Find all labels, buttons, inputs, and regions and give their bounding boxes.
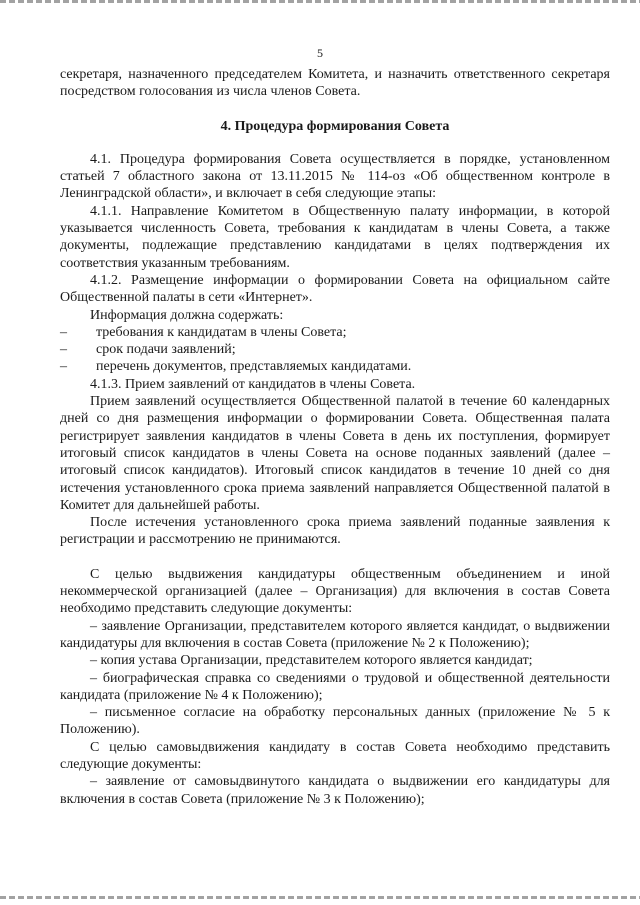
page-number: 5 bbox=[317, 46, 323, 60]
paragraph: – заявление от самовыдвинутого кандидата о выдвижении его кандидатуры для включения в состав Совета (приложение № 3 к Положению); bbox=[60, 774, 610, 807]
paragraph: 4.1.3. Прием заявлений от кандидатов в члены Совета. bbox=[90, 376, 416, 392]
paragraph: Прием заявлений осуществляется Общественной палатой в течение 60 календарных дней со дня размещения информации о формировании Совета. Общественная палата регистрирует заявления кандидатов в члены Совета в день их поступления, формирует итоговый список кандидатов в члены Совета на основе поданных заявлений (далее – итоговый список кандидатов). Итоговый список кандидатов в течение 10 дней со дня истечения установленного срока приема заявлений направляется Общественной палатой в Комитет для дальнейшей работы. bbox=[60, 394, 610, 513]
list-item bbox=[60, 358, 610, 375]
paragraph: – копия устава Организации, представителем которого является кандидат; bbox=[90, 653, 533, 669]
list-item bbox=[60, 324, 610, 341]
paragraph: С целью выдвижения кандидатуры общественным объединением и иной некоммерческой организацией (далее – Организация) для включения в состав Совета необходимо представить следующие документы: bbox=[60, 566, 610, 617]
dash-bullet: – bbox=[60, 342, 67, 358]
paragraph: С целью самовыдвижения кандидату в состав Совета необходимо представить следующие документы: bbox=[60, 739, 610, 772]
paragraph: Информация должна содержать: bbox=[90, 307, 284, 323]
paragraph: После истечения установленного срока приема заявлений поданные заявления к регистрации и рассмотрению не принимаются. bbox=[60, 515, 610, 548]
paragraph: 4.1.1. Направление Комитетом в Общественную палату информации, в которой указывается численность Совета, требования к кандидатам в члены Совета, а также документы, подлежащие представлению кандидатами в целях подтверждения их соответствия указанным требованиям. bbox=[60, 203, 610, 271]
paragraph: 4.1.2. Размещение информации о формировании Совета на официальном сайте Общественной палаты в сети «Интернет». bbox=[60, 272, 610, 306]
section-heading: 4. Процедура формирования Совета bbox=[220, 118, 450, 134]
dash-bullet: – bbox=[60, 359, 67, 375]
scan-edge-bottom bbox=[0, 896, 640, 899]
list-item-text: перечень документов, представляемых кандидатами. bbox=[96, 359, 412, 375]
paragraph-gap bbox=[60, 549, 610, 566]
paragraph: – заявление Организации, представителем которого является кандидат, о выдвижении кандидатуры для включения в состав Совета (приложение № 2 к Положению); bbox=[60, 618, 610, 651]
dash-bullet: – bbox=[60, 324, 67, 340]
paragraph: – биографическая справка со сведениями о трудовой и общественной деятельности кандидата (приложение № 4 к Положению); bbox=[60, 670, 610, 703]
list-item-text: срок подачи заявлений; bbox=[96, 342, 236, 358]
list-item-text: требования к кандидатам в члены Совета; bbox=[96, 324, 347, 340]
scan-edge-top bbox=[0, 0, 640, 3]
list-item bbox=[60, 341, 610, 358]
document-body bbox=[60, 66, 610, 808]
paragraph: секретаря, назначенного председателем Комитета, и назначить ответственного секретаря посредством голосования из числа членов Совета. bbox=[60, 67, 610, 100]
paragraph: 4.1. Процедура формирования Совета осуществляется в порядке, установленном статьей 7 областного закона от 13.11.2015 № 114-оз «Об общественном контроле в Ленинградской области», и включает в себя следующие этапы: bbox=[60, 151, 610, 202]
paragraph: – письменное согласие на обработку персональных данных (приложение № 5 к Положению). bbox=[60, 705, 610, 738]
